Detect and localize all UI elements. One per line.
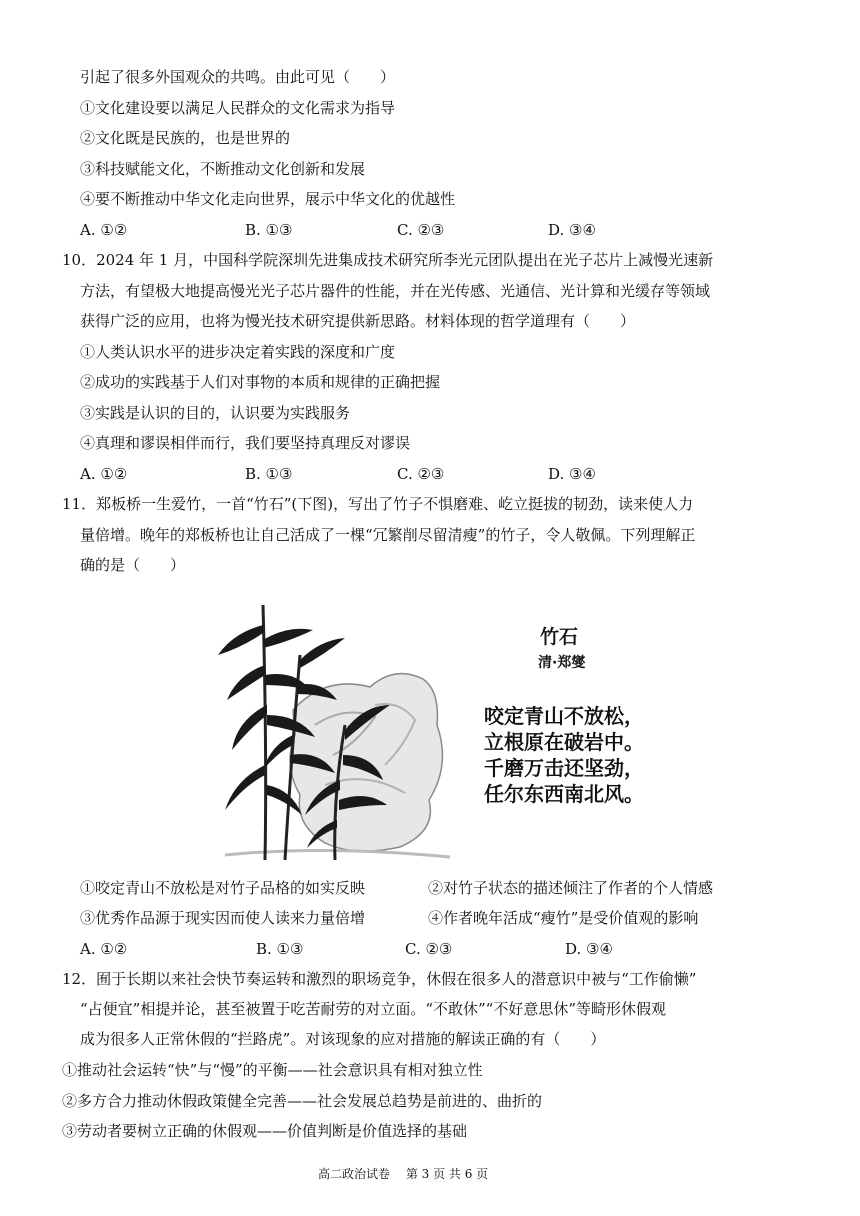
q11-stem-line-2: 量倍增。晚年的郑板桥也让自己活成了一棵“冗繁削尽留清瘦”的竹子，令人敬佩。下列理解正 (80, 526, 696, 544)
q9-item-2: ②文化既是民族的，也是世界的 (80, 129, 291, 147)
q9-item-4: ④要不断推动中华文化走向世界，展示中华文化的优越性 (80, 190, 456, 208)
q9-item-1: ①文化建设要以满足人民群众的文化需求为指导 (80, 99, 396, 117)
q9-option-c[interactable]: C. ②③ (397, 221, 445, 239)
q10-item-2: ②成功的实践基于人们对事物的本质和规律的正确把握 (80, 373, 441, 391)
q10-item-4: ④真理和谬误相伴而行，我们要坚持真理反对谬误 (80, 434, 411, 452)
q10-stem-line-2: 方法，有望极大地提高慢光光子芯片器件的性能，并在光传感、光通信、光计算和光缓存等领域 (80, 282, 711, 300)
q11-option-c[interactable]: C. ②③ (405, 940, 453, 958)
poem-line-1: 咬定青山不放松， (484, 704, 644, 728)
q10-option-a[interactable]: A. ①② (80, 465, 128, 483)
q11-stem-line-3: 确的是（ ） (80, 556, 186, 574)
poem-author: 清·郑燮 (538, 655, 586, 671)
poem-line-3: 千磨万击还坚劲， (484, 756, 644, 780)
q12-stem-line-2: “占便宜”相提并论，甚至被置于吃苦耐劳的对立面。“不敢休”“不好意思休”等畸形休假观 (80, 1000, 667, 1018)
q10-item-1: ①人类认识水平的进步决定着实践的深度和广度 (80, 343, 396, 361)
q11-item-4: ④作者晚年活成“瘦竹”是受价值观的影响 (428, 909, 699, 927)
q9-option-b[interactable]: B. ①③ (245, 221, 293, 239)
q10-option-c[interactable]: C. ②③ (397, 465, 445, 483)
q10-option-d[interactable]: D. ③④ (548, 465, 596, 483)
poem-line-2: 立根原在破岩中。 (484, 730, 644, 754)
q11-option-d[interactable]: D. ③④ (565, 940, 613, 958)
q9-option-a[interactable]: A. ①② (80, 221, 128, 239)
q12-stem-line-3: 成为很多人正常休假的“拦路虎”。对该现象的应对措施的解读正确的有（ ） (80, 1030, 606, 1048)
q10-stem-line-3: 获得广泛的应用，也将为慢光技术研究提供新思路。材料体现的哲学道理有（ ） (80, 312, 636, 330)
q10-option-b[interactable]: B. ①③ (245, 465, 293, 483)
q11-option-a[interactable]: A. ①② (80, 940, 128, 958)
q12-item-2: ②多方合力推动休假政策健全完善——社会发展总趋势是前进的、曲折的 (62, 1092, 543, 1110)
q11-item-3: ③优秀作品源于现实因而使人读来力量倍增 (80, 909, 366, 927)
q12-item-1: ①推动社会运转“快”与“慢”的平衡——社会意识具有相对独立性 (62, 1061, 483, 1079)
q9-stem-tail: 引起了很多外国观众的共鸣。由此可见（ ） (80, 68, 396, 86)
q12-stem-line-1: 12．囿于长期以来社会快节奏运转和激烈的职场竞争，休假在很多人的潜意识中被与“工作偷懒” (62, 970, 697, 988)
q11-stem-line-1: 11．郑板桥一生爱竹，一首“竹石”(下图)，写出了竹子不惧磨难、屹立挺拔的韧劲，读来使人力 (62, 495, 694, 513)
q10-stem-line-1: 10．2024 年 1 月，中国科学院深圳先进集成技术研究所李光元团队提出在光子芯片上减慢光速新 (62, 251, 714, 269)
page-footer: 高二政治试卷 第 3 页 共 6 页 (318, 1167, 489, 1181)
q11-item-2: ②对竹子状态的描述倾注了作者的个人情感 (428, 879, 714, 897)
q9-option-d[interactable]: D. ③④ (548, 221, 596, 239)
bamboo-rock-illustration (205, 595, 465, 865)
q12-item-3: ③劳动者要树立正确的休假观——价值判断是价值选择的基础 (62, 1122, 468, 1140)
poem-title: 竹石 (540, 626, 579, 648)
q11-option-b[interactable]: B. ①③ (256, 940, 304, 958)
q11-item-1: ①咬定青山不放松是对竹子品格的如实反映 (80, 879, 366, 897)
poem-line-4: 任尔东西南北风。 (484, 782, 644, 806)
q9-item-3: ③科技赋能文化，不断推动文化创新和发展 (80, 160, 366, 178)
q10-item-3: ③实践是认识的目的，认识要为实践服务 (80, 404, 351, 422)
